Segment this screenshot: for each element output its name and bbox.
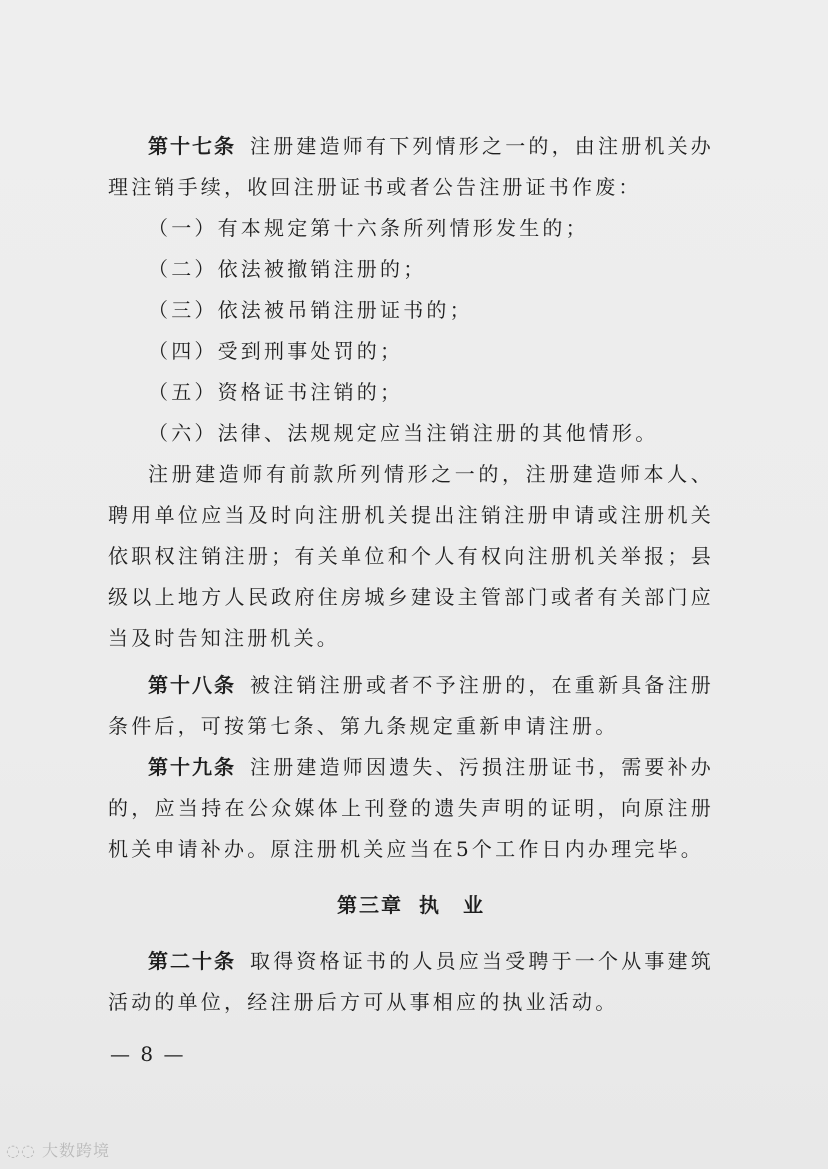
article-17-item-1: （一）有本规定第十六条所列情形发生的；	[148, 216, 589, 240]
chapter-number: 第三章	[337, 893, 403, 917]
article-17-text: 注册建造师有下列情形之一的，由注册机关办理注销手续，收回注册证书或者公告注册证书作废：	[108, 134, 714, 199]
article-17	[108, 126, 714, 208]
chapter-title: 执 业	[419, 893, 485, 917]
article-19	[108, 747, 714, 870]
article-18-heading: 第十八条	[148, 673, 236, 697]
article-19-heading: 第十九条	[148, 755, 236, 779]
chapter-heading	[108, 885, 714, 926]
page-number: — 8 —	[110, 1042, 186, 1066]
article-17-heading: 第十七条	[148, 134, 236, 158]
article-17-item-2: （二）依法被撤销注册的；	[148, 257, 427, 281]
article-20	[108, 941, 714, 1023]
watermark-icon: ◌◌	[6, 1141, 36, 1160]
article-19-text: 注册建造师因遗失、污损注册证书，需要补办的，应当持在公众媒体上刊登的遗失声明的证明，向原注册机关申请补办。原注册机关应当在5个工作日内办理完毕。	[108, 755, 714, 861]
document-body	[108, 126, 714, 1023]
article-17-item-4: （四）受到刑事处罚的；	[148, 339, 404, 363]
article-20-heading: 第二十条	[148, 949, 236, 973]
article-17-item-3: （三）依法被吊销注册证书的；	[148, 298, 473, 322]
watermark-logo	[6, 1138, 110, 1161]
article-20-text: 取得资格证书的人员应当受聘于一个从事建筑活动的单位，经注册后方可从事相应的执业活动。	[108, 949, 714, 1014]
article-17-item-6: （六）法律、法规规定应当注销注册的其他情形。	[148, 421, 659, 445]
article-17-paragraph-2: 注册建造师有前款所列情形之一的，注册建造师本人、聘用单位应当及时向注册机关提出注销注册申请或注册机关依职权注销注册；有关单位和个人有权向注册机关举报；县级以上地方人民政府住房城乡建设主管部门或者有关部门应当及时告知注册机关。	[108, 462, 714, 650]
article-17-item-5: （五）资格证书注销的；	[148, 380, 404, 404]
watermark-text: 大数跨境	[42, 1141, 111, 1160]
article-18	[108, 665, 714, 747]
article-18-text: 被注销注册或者不予注册的，在重新具备注册条件后，可按第七条、第九条规定重新申请注册。	[108, 673, 714, 738]
